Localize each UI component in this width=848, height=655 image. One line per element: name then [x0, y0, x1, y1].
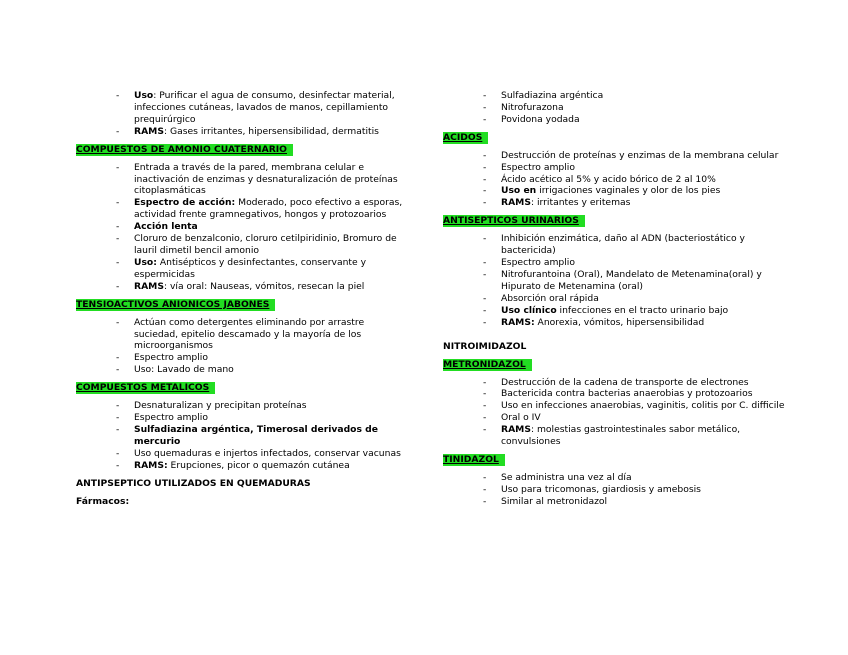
item-bold-text: Uso en: [501, 185, 537, 197]
list-item: [483, 472, 788, 484]
item-bold-text: RAMS: [134, 280, 164, 292]
list: [443, 90, 788, 126]
item-text: Espectro amplio: [501, 257, 575, 269]
item-text: Se administra una vez al día: [501, 471, 632, 483]
list-item: [483, 388, 788, 400]
list-item: [483, 305, 788, 317]
item-text: Cloruro de benzalconio, cloruro cetilpiridinio, Bromuro de lauril dimetil bencil amonio: [134, 233, 397, 256]
list-item: [483, 293, 788, 305]
item-text: Uso para tricomonas, giardiosis y amebosis: [501, 483, 701, 495]
item-text: Antisépticos y desinfectantes, conservante y espermicidas: [134, 256, 367, 280]
list-item: [483, 185, 788, 197]
list-item: [116, 221, 406, 233]
section-heading-nitroimidazol: NITROIMIDAZOL: [443, 340, 527, 352]
item-bold-text: Uso: [134, 90, 154, 101]
item-bold-text: Sulfadiazina argéntica, Timerosal derivados de mercurio: [134, 423, 378, 447]
list-item: [483, 90, 788, 102]
list-item: [116, 162, 406, 198]
item-text: Oral o IV: [501, 412, 541, 424]
list-item: [483, 484, 788, 496]
section-heading-tensioactivos: TENSIOACTIVOS ANIONICOS JABONES: [76, 299, 275, 311]
list: [443, 472, 788, 508]
item-bold-text: RAMS: [134, 125, 164, 137]
section-heading-acidos: ACIDOS: [443, 132, 488, 144]
item-text: Uso en infecciones anaerobias, vaginitis, colitis por C. difficile: [501, 400, 785, 412]
item-text: Anorexia, vómitos, hipersensibilidad: [534, 316, 705, 328]
item-text: Povidona yodada: [501, 113, 580, 125]
right-column: [443, 90, 788, 508]
item-bold-text: Acción lenta: [134, 221, 198, 233]
section-heading-metronidazol: METRONIDAZOL: [443, 359, 532, 371]
section-heading-urinarios: ANTISEPTICOS URINARIOS: [443, 215, 585, 227]
list-item: [483, 424, 788, 448]
item-text: Entrada a través de la pared, membrana celular e inactivación de enzimas y desnaturalización de proteínas citoplasmáticas: [134, 161, 398, 197]
list: [443, 150, 788, 210]
item-text: Espectro amplio: [134, 352, 208, 364]
item-text: : Purificar el agua de consumo, desinfectar material, infecciones cutáneas, lavados de manos, cepillamiento prequirúrgico: [134, 90, 395, 125]
list-item: [483, 269, 788, 293]
list-item: [483, 197, 788, 209]
list: [76, 317, 406, 377]
list-item: [116, 197, 406, 221]
item-text: Erupciones, picor o quemazón cutánea: [167, 459, 350, 471]
list-item: [483, 233, 788, 257]
section-heading-tinidazol: TINIDAZOL: [443, 454, 505, 466]
list-item: [116, 448, 406, 460]
list-item: [116, 257, 406, 281]
item-text: Desnaturalizan y precipitan proteínas: [134, 400, 307, 412]
item-text: infecciones en el tracto urinario bajo: [556, 304, 729, 316]
list-item: [116, 412, 406, 424]
list: [443, 377, 788, 448]
left-column: [76, 90, 406, 508]
item-text: : Gases irritantes, hipersensibilidad, dermatitis: [163, 125, 379, 137]
list-item: [116, 460, 406, 472]
item-text: : irritantes y eritemas: [530, 197, 631, 209]
list-item: [116, 126, 406, 138]
list-item: [483, 257, 788, 269]
list-item: [483, 102, 788, 114]
item-text: Nitrofurantoina (Oral), Mandelato de Metenamina(oral) y Hipurato de Metenamina (oral): [501, 268, 762, 292]
list-item: [116, 90, 406, 126]
item-text: Espectro amplio: [501, 161, 575, 173]
item-bold-text: Uso:: [134, 256, 157, 268]
item-bold-text: Espectro de acción:: [134, 197, 236, 209]
item-text: Sulfadiazina argéntica: [501, 90, 604, 101]
item-text: Destrucción de proteínas y enzimas de la membrana celular: [501, 149, 779, 161]
item-text: Espectro amplio: [134, 412, 208, 424]
list-item: [116, 424, 406, 448]
list: [443, 233, 788, 328]
list-item: [116, 281, 406, 293]
list-item: [116, 352, 406, 364]
item-text: Moderado, poco efectivo a esporas, actividad frente gramnegativos, hongos y protozoarios: [134, 197, 403, 221]
list-item: [483, 412, 788, 424]
item-text: Similar al metronidazol: [501, 495, 608, 507]
list-item: [116, 364, 406, 376]
list: [76, 90, 406, 138]
item-text: Actúan como detergentes eliminando por arrastre suciedad, epitelio descamado y la mayoría de los microorganismos: [134, 316, 365, 352]
list: [76, 400, 406, 471]
item-text: Bactericida contra bacterias anaerobias y protozoarios: [501, 388, 753, 400]
section-heading-quemaduras: ANTIPSEPTICO UTILIZADOS EN QUEMADURAS: [76, 477, 311, 489]
list-item: [483, 400, 788, 412]
item-text: Uso quemaduras e injertos infectados, conservar vacunas: [134, 447, 401, 459]
list-item: [116, 233, 406, 257]
section-heading-metalicos: COMPUESTOS METALICOS: [76, 382, 215, 394]
item-text: Absorción oral rápida: [501, 292, 599, 304]
list-item: [116, 317, 406, 353]
item-text: irrigaciones vaginales y olor de los pies: [536, 185, 721, 197]
list-item: [483, 162, 788, 174]
item-bold-text: RAMS:: [134, 459, 168, 471]
item-bold-text: Uso clínico: [501, 304, 557, 316]
item-text: : vía oral: Nauseas, vómitos, resecan la piel: [163, 280, 365, 292]
section-heading-amonio: COMPUESTOS DE AMONIO CUATERNARIO: [76, 144, 293, 156]
item-bold-text: RAMS:: [501, 316, 535, 328]
list: [76, 162, 406, 293]
list-item: [116, 400, 406, 412]
list-item: [483, 174, 788, 186]
list-item: [483, 317, 788, 329]
item-text: Uso: Lavado de mano: [134, 364, 234, 376]
list-item: [483, 114, 788, 126]
item-text: : molestias gastrointestinales sabor metálico, convulsiones: [501, 424, 741, 448]
item-text: Nitrofurazona: [501, 101, 564, 113]
item-text: Ácido acético al 5% y acido bórico de 2 al 10%: [501, 173, 716, 185]
item-bold-text: RAMS: [501, 197, 531, 209]
item-bold-text: RAMS: [501, 424, 531, 436]
item-text: Destrucción de la cadena de transporte de electrones: [501, 376, 749, 388]
farmacos-label: Fármacos:: [76, 495, 130, 507]
list-item: [483, 377, 788, 389]
list-item: [483, 150, 788, 162]
list-item: [483, 496, 788, 508]
item-text: Inhibición enzimática, daño al ADN (bacteriostático y bactericida): [501, 233, 745, 257]
